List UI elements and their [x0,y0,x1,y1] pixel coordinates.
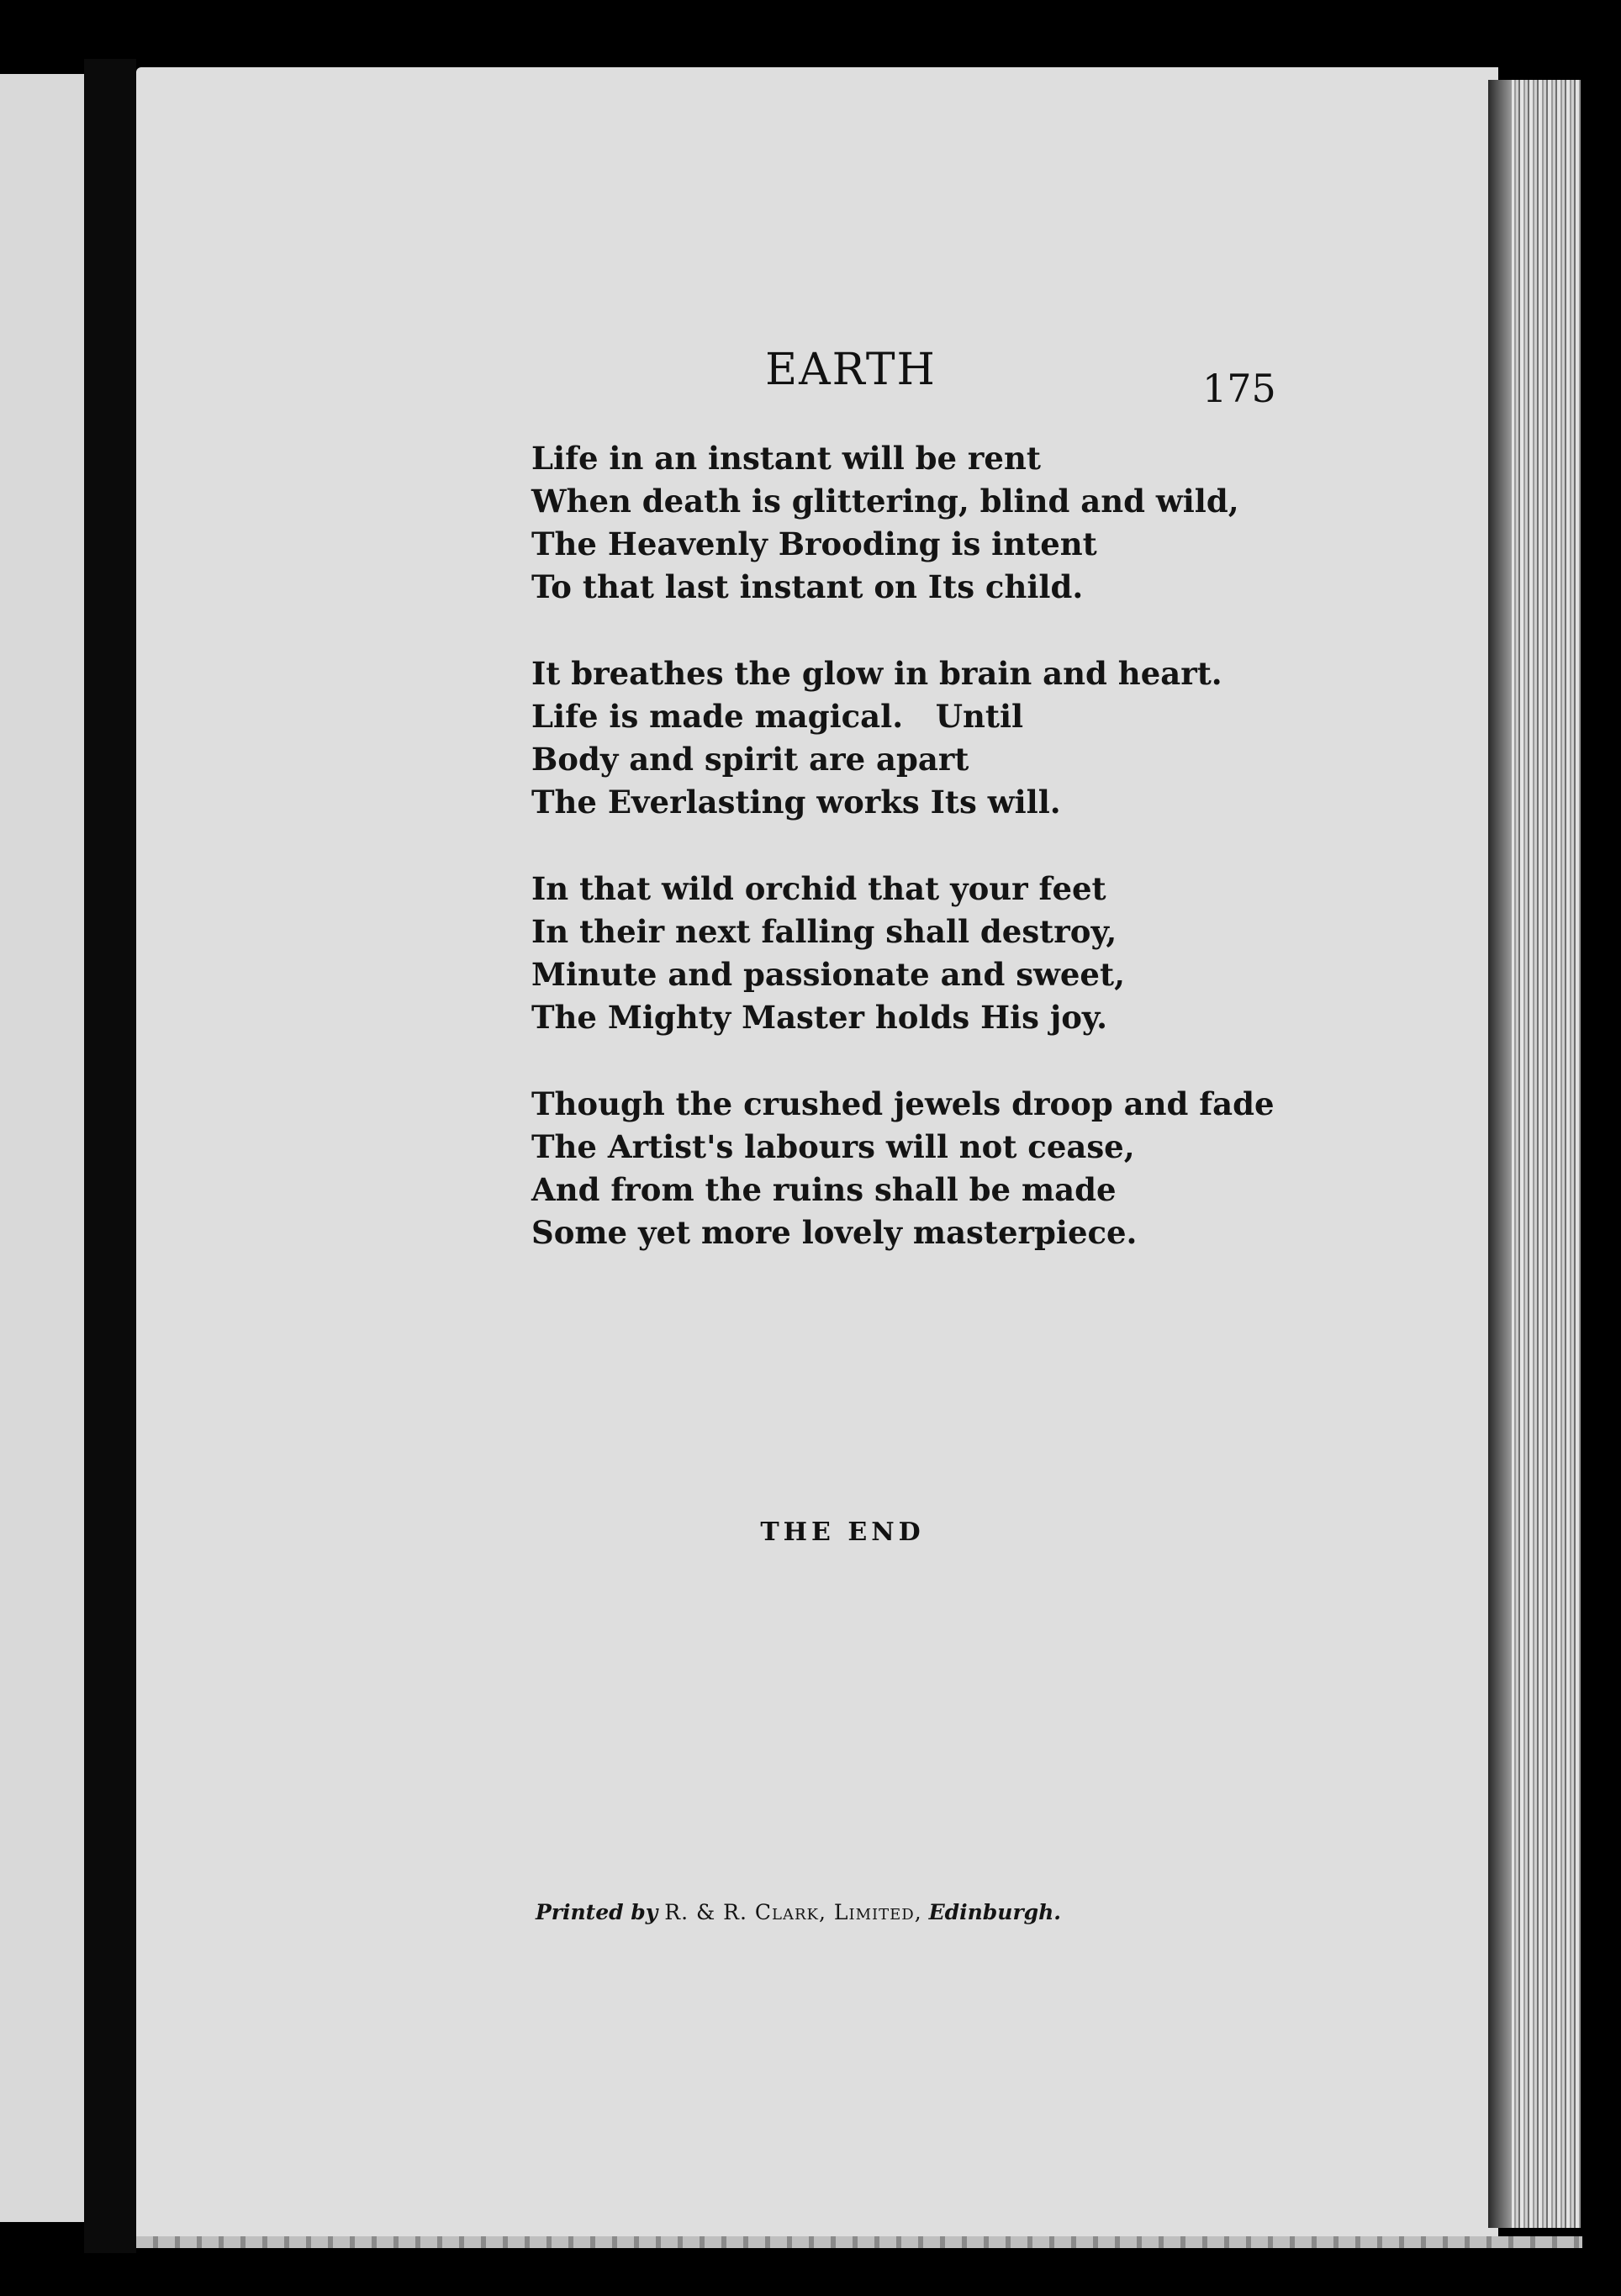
stanza [531,868,1288,1039]
facing-page-edge [0,74,84,2222]
poem-line: Some yet more lovely masterpiece. [531,1214,1138,1251]
poem-line: Life is made magical. Until [531,698,1024,735]
poem-line: Minute and passionate and sweet, [531,956,1125,993]
the-end-label: THE END [760,1517,925,1547]
poem-line: It breathes the glow in brain and heart. [531,655,1222,692]
printer-imprint [536,1900,1061,1924]
poem [531,437,1288,1298]
printer-name: R. & R. Clark, Limited, [664,1900,922,1924]
poem-line: When death is glittering, blind and wild, [531,483,1239,520]
book-gutter [84,59,136,2253]
poem-line: In that wild orchid that your feet [531,870,1106,907]
poem-line: The Heavenly Brooding is intent [531,525,1097,562]
poem-line: The Mighty Master holds His joy. [531,999,1108,1036]
poem-line: In their next falling shall destroy, [531,913,1117,950]
stanza [531,652,1288,824]
stanza [531,1083,1288,1254]
page-stack-shadow [1488,80,1512,2228]
stanza [531,437,1288,609]
poem-line: Body and spirit are apart [531,741,969,778]
poem-line: Though the crushed jewels droop and fade [531,1085,1275,1122]
page-title: EARTH [765,345,937,395]
poem-line: The Everlasting works Its will. [531,784,1061,821]
poem-line: The Artist's labours will not cease, [531,1128,1135,1165]
poem-line: To that last instant on Its child. [531,568,1084,605]
poem-line: Life in an instant will be rent [531,440,1041,477]
book-page [136,67,1498,2245]
printer-place: Edinburgh. [928,1900,1061,1924]
bottom-page-edge [136,2236,1582,2248]
page-number: 175 [1202,366,1276,411]
poem-line: And from the ruins shall be made [531,1171,1117,1208]
printed-by-text: Printed by [536,1900,658,1924]
